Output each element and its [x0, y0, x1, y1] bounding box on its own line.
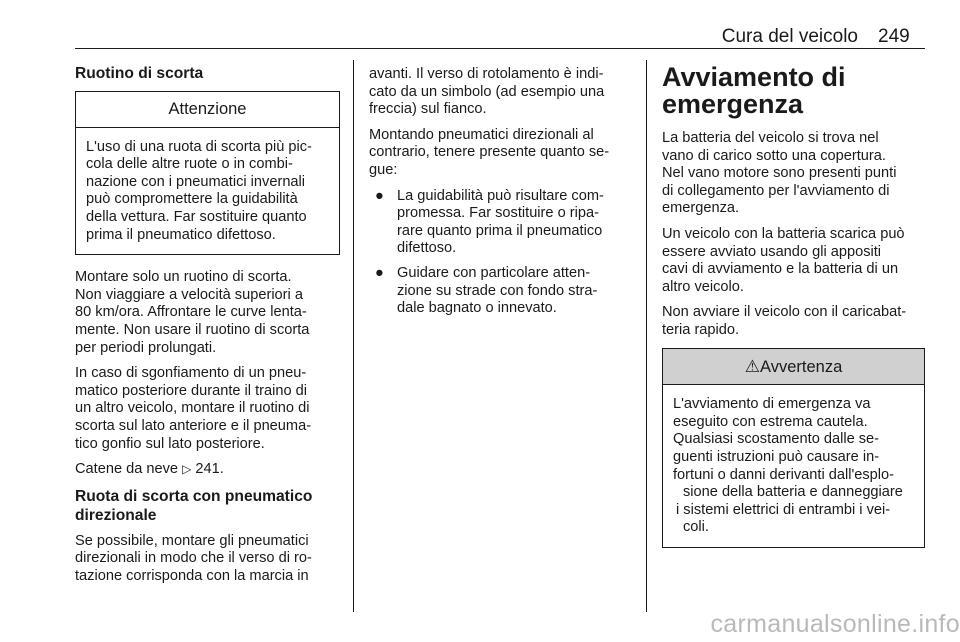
text-line: scorta sul lato anteriore e il pneuma-: [75, 417, 312, 434]
text-line: 80 km/ora. Affrontare le curve lenta-: [75, 304, 307, 321]
running-header-title: Cura del veicolo: [721, 26, 858, 47]
text-line: La guidabilità può risultare com-: [397, 187, 604, 204]
text-line: Guidare con particolare atten-: [397, 264, 591, 281]
section-heading-directional-tyre: [75, 487, 340, 525]
watermark-text: carmanualsonline.info: [710, 610, 960, 638]
text-line: può compromettere la guidabilità: [86, 191, 298, 208]
text-line: Un veicolo con la batteria scarica può: [662, 225, 905, 242]
caution-box: [75, 91, 340, 255]
text-line: cavi di avviamento e la batteria di un: [662, 261, 899, 278]
heading-line: emergenza: [662, 89, 804, 119]
warning-box: [662, 348, 925, 548]
bullet-list: [369, 188, 637, 318]
text-line: eseguito con estrema cautela.: [673, 413, 868, 430]
text-line: della vettura. Far sostituire quanto: [86, 208, 307, 225]
middle-column: [369, 66, 637, 325]
text-line: Se possibile, montare gli pneumatici: [75, 532, 309, 549]
text-line: Nel vano motore sono presenti punti: [662, 165, 897, 182]
text-line: un altro veicolo, montare il ruotino di: [75, 400, 310, 417]
section-heading-jump-start: [662, 64, 925, 118]
right-column: [662, 64, 925, 562]
paragraph-jump-cables: [662, 226, 925, 296]
paragraph-fast-charger: [662, 304, 925, 339]
text-line: Non avviare il veicolo con il caricabat-: [662, 304, 907, 321]
text-line: per periodi prolungati.: [75, 339, 217, 356]
text-line: coli.: [683, 519, 709, 536]
paragraph-battery-location: [662, 130, 925, 218]
list-item: [375, 265, 637, 318]
text-line: Montare solo un ruotino di scorta.: [75, 269, 292, 286]
text-line: Montando pneumatici direzionali al: [369, 126, 594, 143]
text-line: Qualsiasi scostamento dalle se-: [673, 431, 880, 448]
text-line: prima il pneumatico difettoso.: [86, 226, 276, 243]
list-item: [375, 188, 637, 258]
warning-box-text: [663, 385, 924, 547]
caution-box-text: [76, 128, 339, 255]
text-line: vano di carico sotto una copertura.: [662, 147, 886, 164]
text-line: contrario, tenere presente quanto se-: [369, 144, 610, 161]
page-number: 249: [878, 26, 910, 47]
text-line: In caso di sgonfiamento di un pneu-: [75, 365, 307, 382]
bullet-icon: ●: [375, 187, 384, 204]
snow-chains-reference[interactable]: [75, 461, 340, 479]
text-line: guenti istruzioni può causare in-: [673, 448, 880, 465]
text-line: tico gonfio sul lato posteriore.: [75, 435, 265, 452]
snow-chains-label: Catene da neve: [75, 461, 179, 478]
heading-line: direzionale: [75, 506, 157, 524]
text-line: gue:: [369, 161, 398, 178]
warning-triangle-icon: ⚠: [744, 356, 760, 376]
text-line: direzionali in modo che il verso di ro-: [75, 550, 312, 567]
text-line: cato da un simbolo (ad esempio una: [369, 83, 605, 100]
warning-box-title: [663, 349, 924, 386]
bullet-icon: ●: [375, 264, 384, 281]
text-line: tazione corrisponda con la marcia in: [75, 567, 309, 584]
text-line: promessa. Far sostituire o ripa-: [397, 205, 599, 222]
text-line: Non viaggiare a velocità superiori a: [75, 286, 303, 303]
text-line: teria rapido.: [662, 321, 740, 338]
caution-box-title: Attenzione: [76, 92, 339, 128]
text-line: sione della batteria e danneggiare: [683, 484, 903, 501]
warning-title-text: Avvertenza: [760, 357, 843, 376]
paragraph-towing: [75, 365, 340, 453]
text-line: La batteria del veicolo si trova nel: [662, 130, 879, 146]
column-divider-2: [646, 60, 647, 612]
text-line: dale bagnato o innevato.: [397, 300, 557, 317]
text-line: freccia) sul fianco.: [369, 101, 487, 118]
text-line: avanti. Il verso di rotolamento è indi-: [369, 66, 604, 82]
snow-chains-page-ref[interactable]: 241.: [195, 461, 224, 478]
header-rule: [75, 48, 925, 49]
text-line: rare quanto prima il pneumatico: [397, 222, 603, 239]
text-line: di collegamento per l'avviamento di: [662, 182, 890, 199]
paragraph-spare-usage: [75, 269, 340, 357]
section-heading-spare-wheel: Ruotino di scorta: [75, 65, 204, 82]
left-column: [75, 64, 340, 593]
paragraph-reverse-mounting: [369, 127, 637, 180]
paragraph-directional-mounting: [75, 533, 340, 586]
text-line: cola delle altre ruote o in combi-: [86, 156, 293, 173]
heading-line: Ruota di scorta con pneumatico: [75, 487, 313, 505]
text-line: matico posteriore durante il traino di: [75, 382, 307, 399]
column-divider-1: [353, 60, 354, 612]
text-line: essere avviato usando gli appositi: [662, 243, 882, 260]
paragraph-rotation-direction: [369, 66, 637, 119]
text-line: difettoso.: [397, 240, 457, 257]
text-line: zione su strade con fondo stra-: [397, 282, 598, 299]
text-line: L'avviamento di emergenza va: [673, 396, 871, 413]
heading-line: Avviamento di: [662, 62, 846, 92]
text-line: i sistemi elettrici di entrambi i vei-: [676, 501, 891, 518]
text-line: mente. Non usare il ruotino di scorta: [75, 321, 310, 338]
text-line: fortuni o danni derivanti dall'esplo-: [673, 466, 895, 483]
text-line: nazione con i pneumatici invernali: [86, 173, 306, 190]
reference-arrow-icon: ▷: [182, 462, 192, 477]
text-line: L'uso di una ruota di scorta più pic-: [86, 138, 312, 155]
text-line: emergenza.: [662, 200, 740, 217]
text-line: altro veicolo.: [662, 278, 744, 295]
